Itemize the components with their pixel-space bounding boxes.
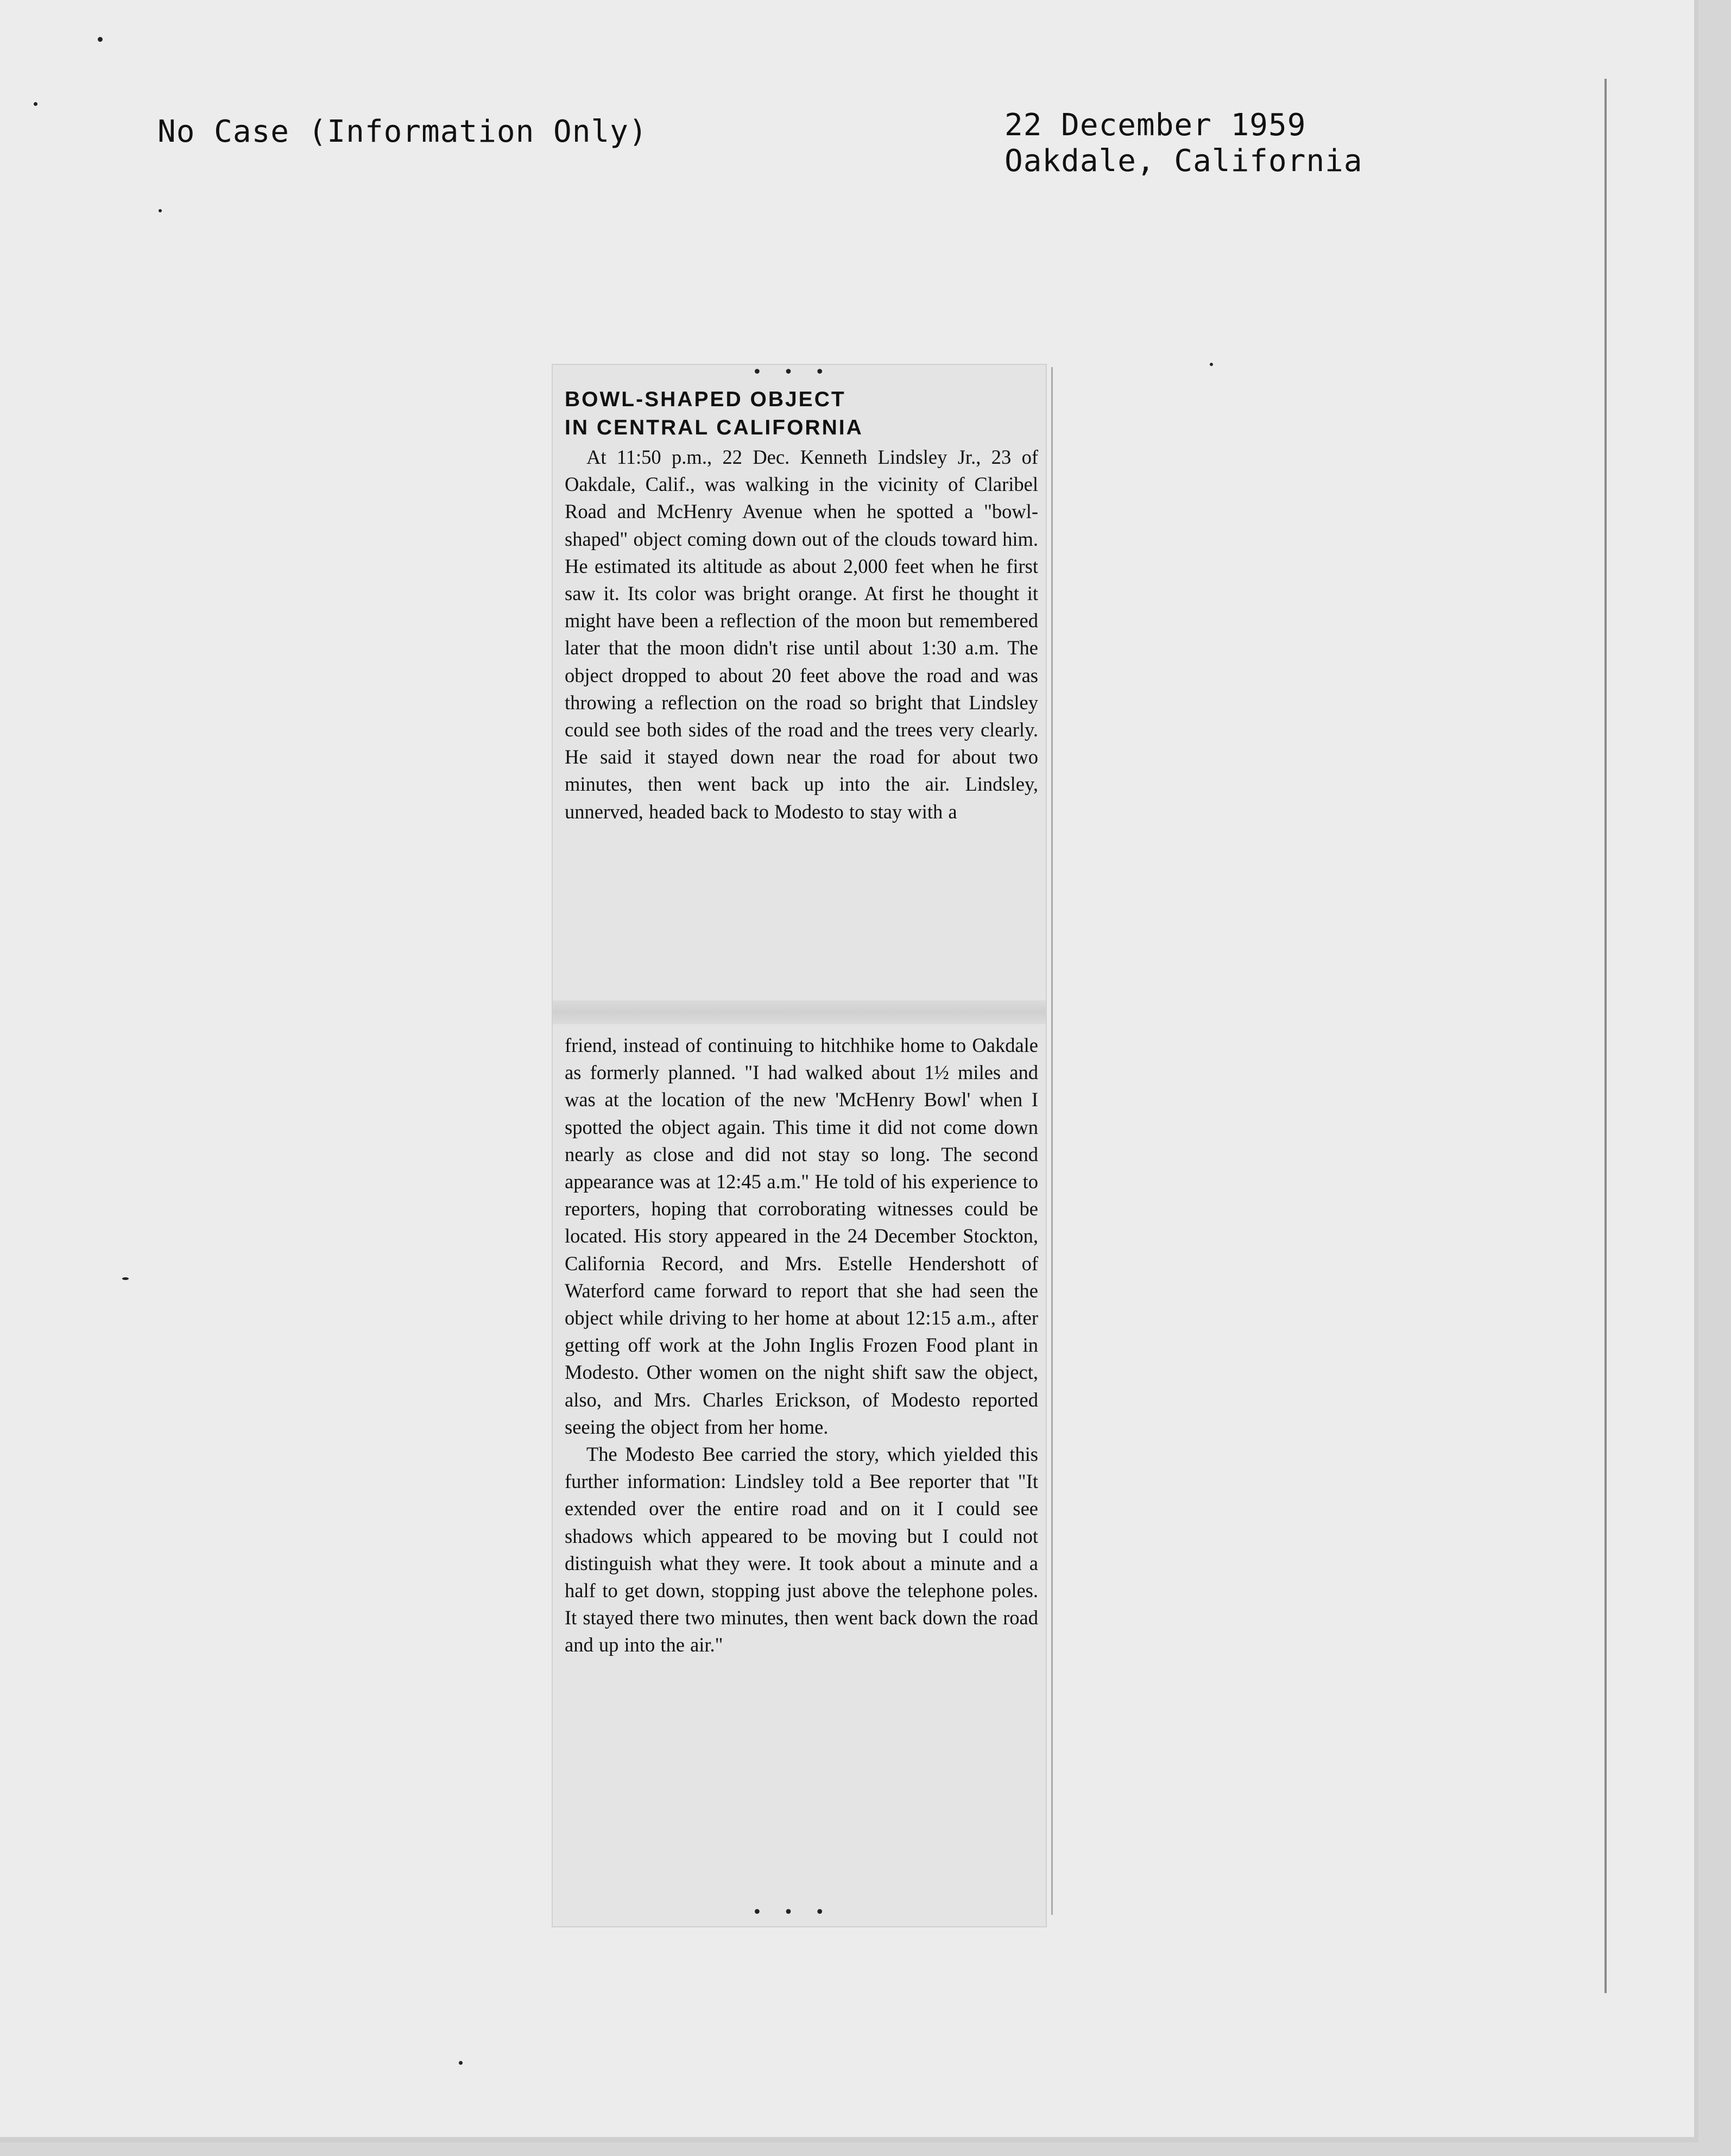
date-location-block bbox=[1005, 108, 1363, 179]
clipping-column-upper bbox=[565, 444, 1038, 825]
article-paragraph-2: The Modesto Bee carried the story, which yielded this further information: Lindsley told a Bee reporter that "It extended over the entire road and on it I could see shadows which appeared to be moving but I could not distinguish what they were. It took about a minute and a half to get down, stopping just above the telephone poles. It stayed there two minutes, then went back down the road and up into the air." bbox=[565, 1443, 1038, 1656]
scan-speck bbox=[34, 102, 37, 106]
scan-speck bbox=[98, 37, 103, 42]
page-edge-line bbox=[1604, 79, 1607, 1993]
scan-speck bbox=[1210, 363, 1213, 366]
clipping-bottom-dots: ••• bbox=[752, 1903, 846, 1922]
headline-line-2: IN CENTRAL CALIFORNIA bbox=[565, 416, 863, 439]
clipping-column-lower bbox=[565, 1032, 1038, 1659]
clipping-headline bbox=[565, 386, 863, 442]
clipping-fold bbox=[553, 1000, 1046, 1024]
headline-line-1: BOWL-SHAPED OBJECT bbox=[565, 388, 846, 411]
newspaper-clipping bbox=[553, 365, 1046, 1926]
article-paragraph-1: At 11:50 p.m., 22 Dec. Kenneth Lindsley Jr., 23 of Oakdale, Calif., was walking in the vicinity of Claribel Road and McHenry Avenue when he spotted a "bowl-shaped" object coming down out of the clouds toward him. He estimated its altitude as about 2,000 feet when he first saw it. Its color was bright orange. At first he thought it might have been a reflection of the moon but remembered later that the moon didn't rise until about 1:30 a.m. The object dropped to about 20 feet above the road and was throwing a reflection on the road so bright that Lindsley could see both sides of the road and the trees very clearly. He said it stayed down near the road for about two minutes, then went back up into the air. Lindsley, unnerved, headed back to Modesto to stay with a bbox=[565, 446, 1038, 823]
clipping-top-dots: ••• bbox=[752, 363, 846, 382]
report-location: Oakdale, California bbox=[1005, 143, 1363, 179]
report-date: 22 December 1959 bbox=[1005, 108, 1306, 143]
case-status-label: No Case (Information Only) bbox=[157, 114, 648, 149]
scan-speck bbox=[159, 209, 162, 212]
scan-speck bbox=[122, 1277, 129, 1280]
clipping-right-edge bbox=[1051, 367, 1053, 1915]
article-paragraph-1-continued: friend, instead of continuing to hitchhike home to Oakdale as formerly planned. "I had walked about 1½ miles and was at the location of the new 'McHenry Bowl' when I spotted the object again. This time it did not come down nearly as close and did not stay so long. The second appearance was at 12:45 a.m." He told of his experience to reporters, hoping that corroborating witnesses could be located. His story appeared in the 24 December Stockton, California Record, and Mrs. Estelle Hendershott of Waterford came forward to report that she had seen the object while driving to her home at about 12:15 a.m., after getting off work at the John Inglis Frozen Food plant in Modesto. Other women on the night shift saw the object, also, and Mrs. Charles Erickson, of Modesto reported seeing the object from her home. bbox=[565, 1034, 1038, 1438]
scan-speck bbox=[459, 2061, 463, 2065]
